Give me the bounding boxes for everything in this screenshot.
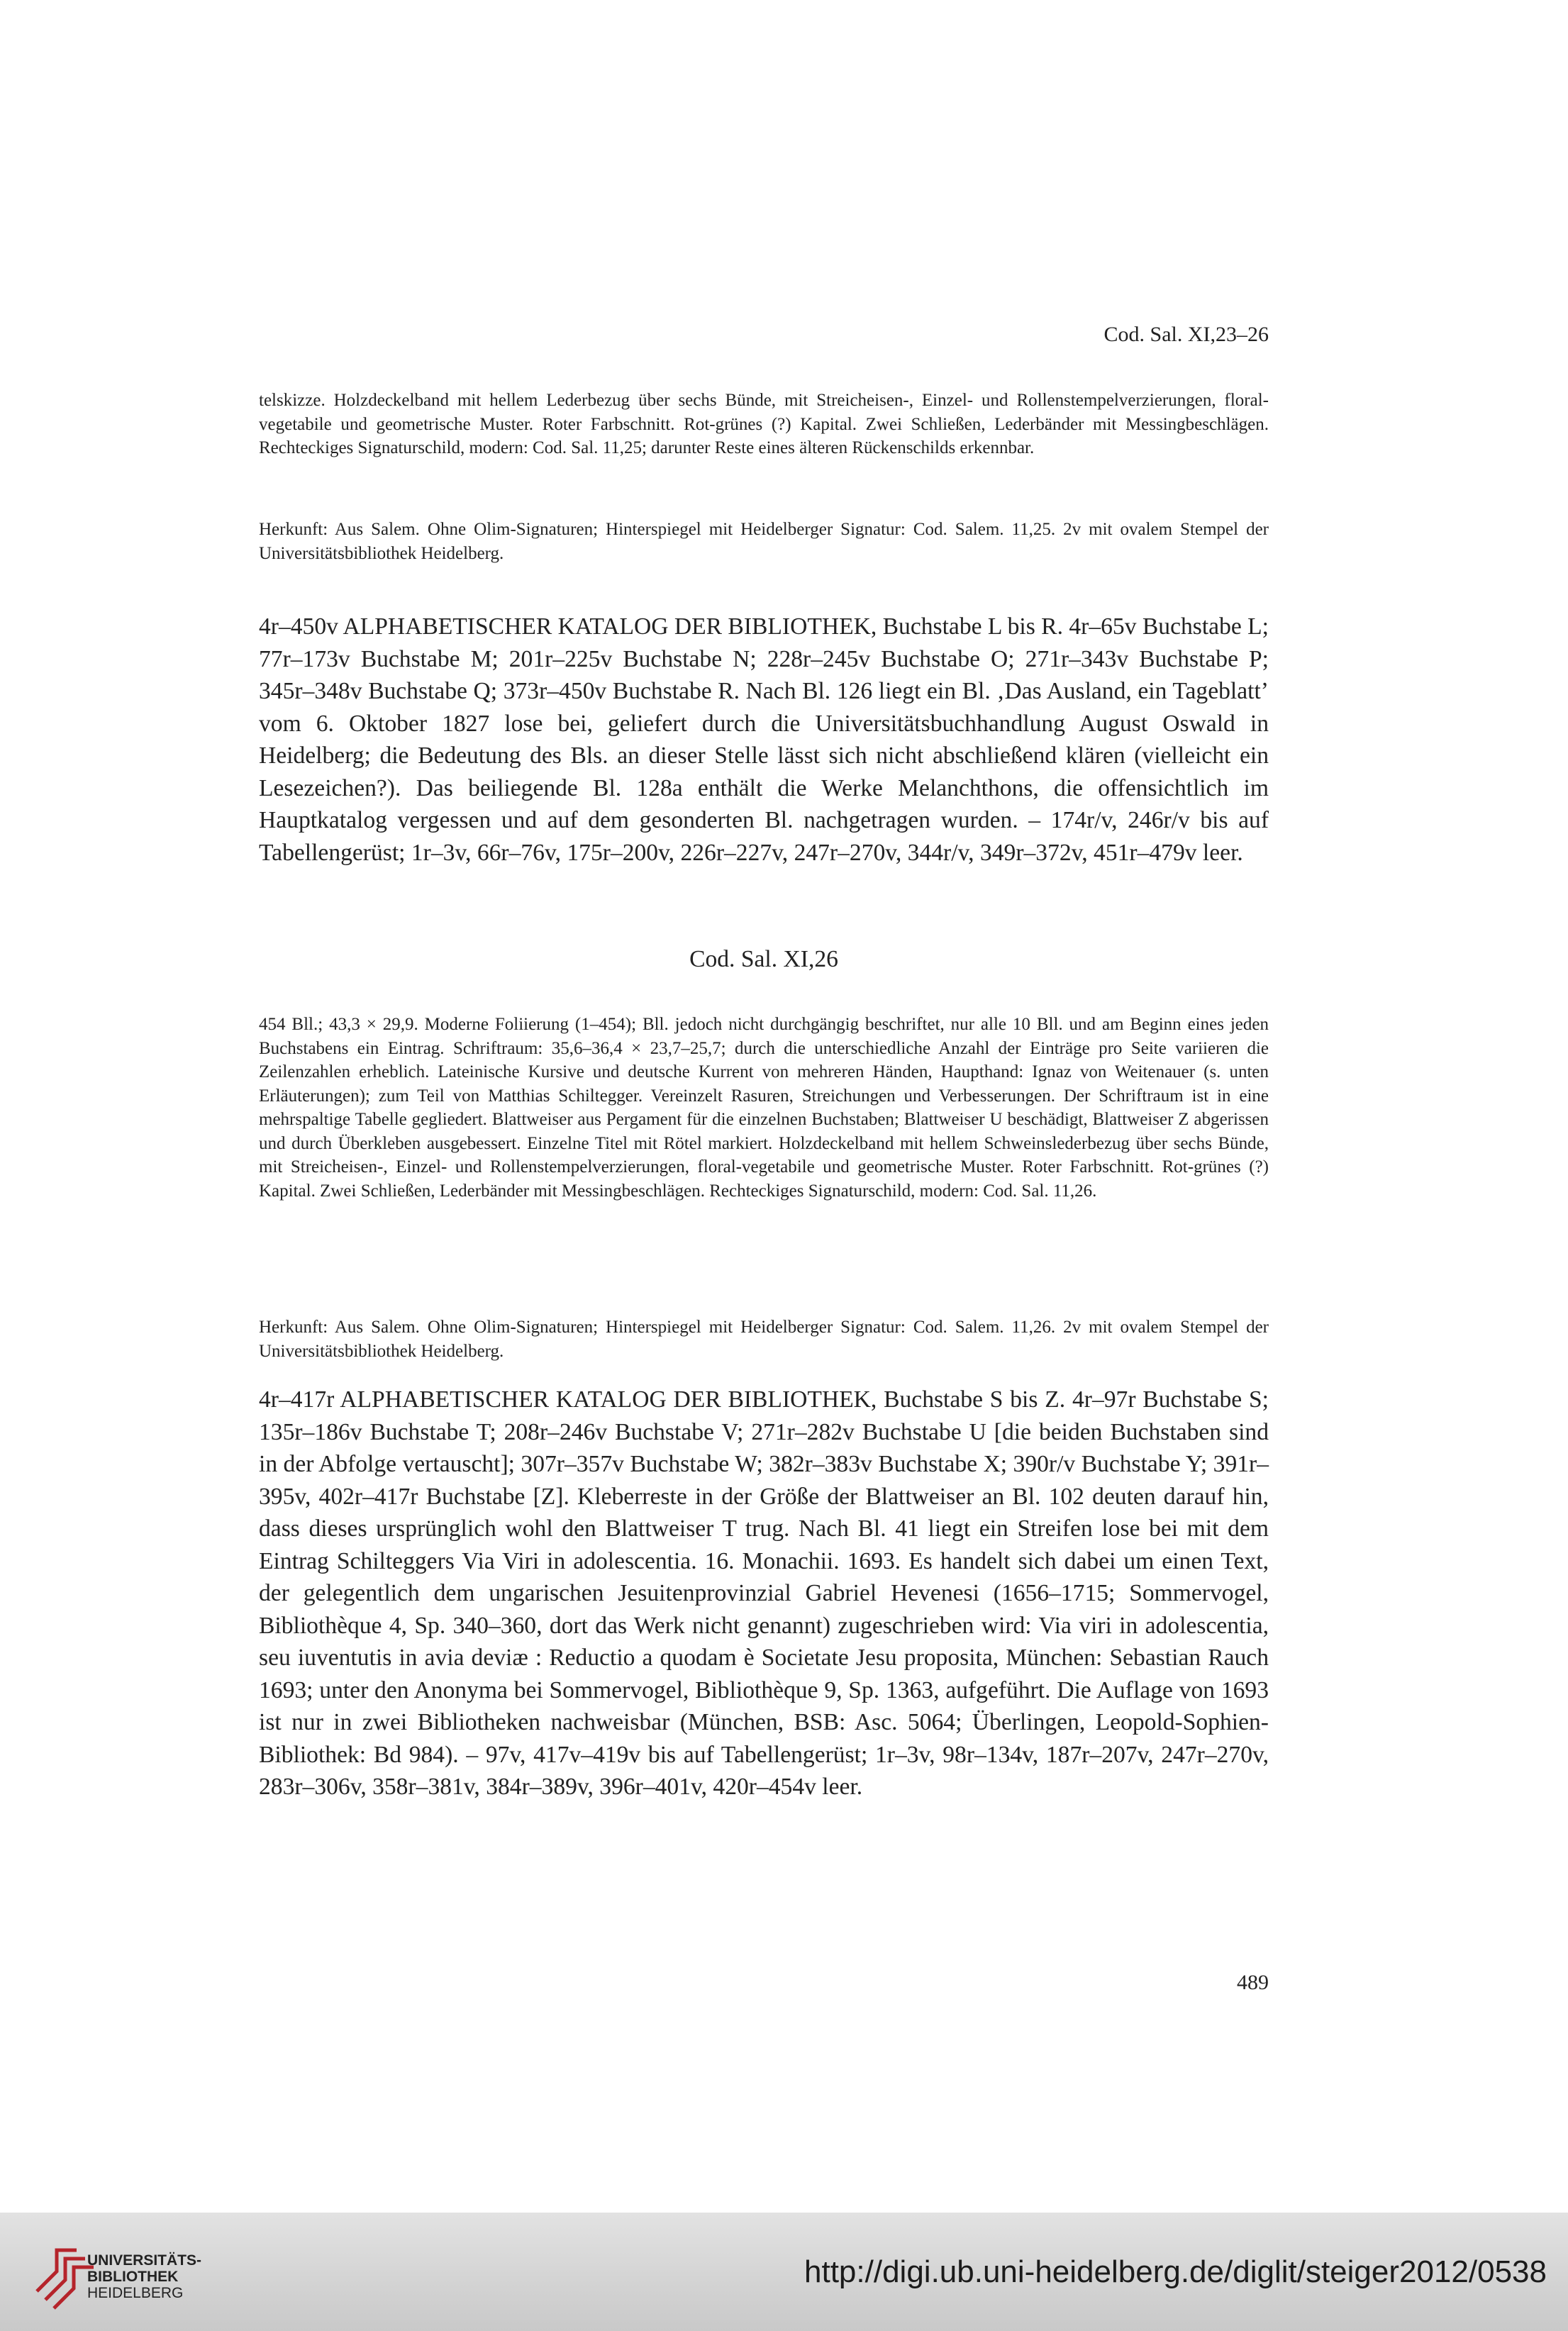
library-name: [87, 2252, 201, 2301]
entry-26-contents: [259, 1384, 1269, 1803]
logo-mark: [37, 2250, 94, 2308]
library-name-line-3: HEIDELBERG: [87, 2285, 184, 2301]
page-number: 489: [1237, 1971, 1269, 1994]
entry-25-description-continuation: [259, 389, 1269, 460]
entry-25-description-text: telskizze. Holzdeckelband mit hellem Lederbezug über sechs Bünde, mit Streicheisen-, Einzel- und Rollenstempelverzierungen, floral-vegetabile und geometrische Muster. Roter Farbschnitt. Rot-grünes (?) Kapital. Zwei Schließen, Lederbänder mit Messingbeschlägen. Rechteckiges Signaturschild, modern: Cod. Sal. 11,25; darunter Reste eines älteren Rückenschilds erkennbar.: [259, 391, 1269, 457]
entry-25-provenance-text: Herkunft: Aus Salem. Ohne Olim-Signaturen; Hinterspiegel mit Heidelberger Signatur: Cod. Salem. 11,25. 2v mit ovalem Stempel der Universitätsbibliothek Heidelberg.: [259, 520, 1269, 563]
entry-26-contents-text: 4r–417r ALPHABETISCHER KATALOG DER BIBLIOTHEK, Buchstabe S bis Z. 4r–97r Buchstabe S; 135r–186v Buchstabe T; 208r–246v Buchstabe V; 271r–282v Buchstabe U [die beiden Buchstaben sind in der Abfolge vertauscht]; 307r–357v Buchstabe W; 382r–383v Buchstabe X; 390r/v Buchstabe Y; 391r–395v, 402r–417r Buchstabe [Z]. Kleberreste in der Größe der Blattweiser an Bl. 102 deuten darauf hin, dass dieses ursprünglich wohl den Blattweiser T trug. Nach Bl. 41 liegt ein Streifen lose bei mit dem Eintrag Schilteggers Via Viri in adolescentia. 16. Monachii. 1693. Es handelt sich dabei um einen Text, der gelegentlich dem ungarischen Jesuitenprovinzial Gabriel Hevenesi (1656–1715; Sommervogel, Bibliothèque 4, Sp. 340–360, dort das Werk nicht genannt) zugeschrieben wird: Via viri in adolescentia, seu iuventutis in avia deviæ : Reductio a quodam è Societate Jesu proposita, München: Sebastian Rauch 1693; unter den Anonyma bei Sommervogel, Bibliothèque 9, Sp. 1363, aufgeführt. Die Auflage von 1693 ist nur in zwei Bibliotheken nachweisbar (München, BSB: Asc. 5064; Überlingen, Leopold-Sophien-Bibliothek: Bd 984). – 97v, 417v–419v bis auf Tabellengerüst; 1r–3v, 98r–134v, 187r–207v, 247r–270v, 283r–306v, 358r–381v, 384r–389v, 396r–401v, 420r–454v leer.: [259, 1386, 1269, 1800]
running-head: Cod. Sal. XI,23–26: [1103, 323, 1269, 346]
entry-26-provenance: [259, 1315, 1269, 1363]
entry-25-contents: [259, 611, 1269, 869]
entry-26-description-text: 454 Bll.; 43,3 × 29,9. Moderne Foliierung (1–454); Bll. jedoch nicht durchgängig beschriftet, nur alle 10 Bll. und am Beginn eines jeden Buchstabens ein Eintrag. Schriftraum: 35,6–36,4 × 23,7–25,7; durch die unterschiedliche Anzahl der Einträge pro Seite variieren die Zeilenzahlen erheblich. Lateinische Kursive und deutsche Kurrent von mehreren Händen, Haupthand: Ignaz von Weitenauer (s. unten Erläuterungen); zum Teil von Matthias Schiltegger. Vereinzelt Rasuren, Streichungen und Verbesserungen. Der Schriftraum ist in eine mehrspaltige Tabelle gegliedert. Blattweiser aus Pergament für die einzelnen Buchstaben; Blattweiser U beschädigt, Blattweiser Z abgerissen und durch Überkleben ausgebessert. Einzelne Titel mit Rötel markiert. Holzdeckelband mit hellem Schweinslederbezug über sechs Bünde, mit Streicheisen-, Einzel- und Rollenstempelverzierungen, floral-vegetabile und geometrische Muster. Roter Farbschnitt. Rot-grünes (?) Kapital. Zwei Schließen, Lederbänder mit Messingbeschlägen. Rechteckiges Signaturschild, modern: Cod. Sal. 11,26.: [259, 1015, 1269, 1201]
library-name-line-1: UNIVERSITÄTS-: [87, 2252, 202, 2269]
library-name-line-2: BIBLIOTHEK: [87, 2269, 179, 2285]
entry-25-contents-text: 4r–450v ALPHABETISCHER KATALOG DER BIBLIOTHEK, Buchstabe L bis R. 4r–65v Buchstabe L; 77r–173v Buchstabe M; 201r–225v Buchstabe N; 228r–245v Buchstabe O; 271r–343v Buchstabe P; 345r–348v Buchstabe Q; 373r–450v Buchstabe R. Nach Bl. 126 liegt ein Bl. ‚Das Ausland, ein Tageblatt’ vom 6. Oktober 1827 lose bei, geliefert durch die Universitätsbuchhandlung August Oswald in Heidelberg; die Bedeutung des Bls. an dieser Stelle lässt sich nicht abschließend klären (vielleicht ein Lesezeichen?). Das beiliegende Bl. 128a enthält die Werke Melanchthons, die offensichtlich im Hauptkatalog vergessen und auf dem gesonderten Bl. nachgetragen wurden. – 174r/v, 246r/v bis auf Tabellengerüst; 1r–3v, 66r–76v, 175r–200v, 226r–227v, 247r–270v, 344r/v, 349r–372v, 451r–479v leer.: [259, 613, 1269, 866]
entry-25-provenance: [259, 518, 1269, 565]
entry-26-description: [259, 1013, 1269, 1203]
source-url-link[interactable]: http://digi.ub.uni-heidelberg.de/diglit/steiger2012/0538: [804, 2254, 1547, 2289]
entry-26-provenance-text: Herkunft: Aus Salem. Ohne Olim-Signaturen; Hinterspiegel mit Heidelberger Signatur: Cod. Salem. 11,26. 2v mit ovalem Stempel der Universitätsbibliothek Heidelberg.: [259, 1318, 1269, 1361]
entry-26-heading: Cod. Sal. XI,26: [689, 946, 838, 972]
